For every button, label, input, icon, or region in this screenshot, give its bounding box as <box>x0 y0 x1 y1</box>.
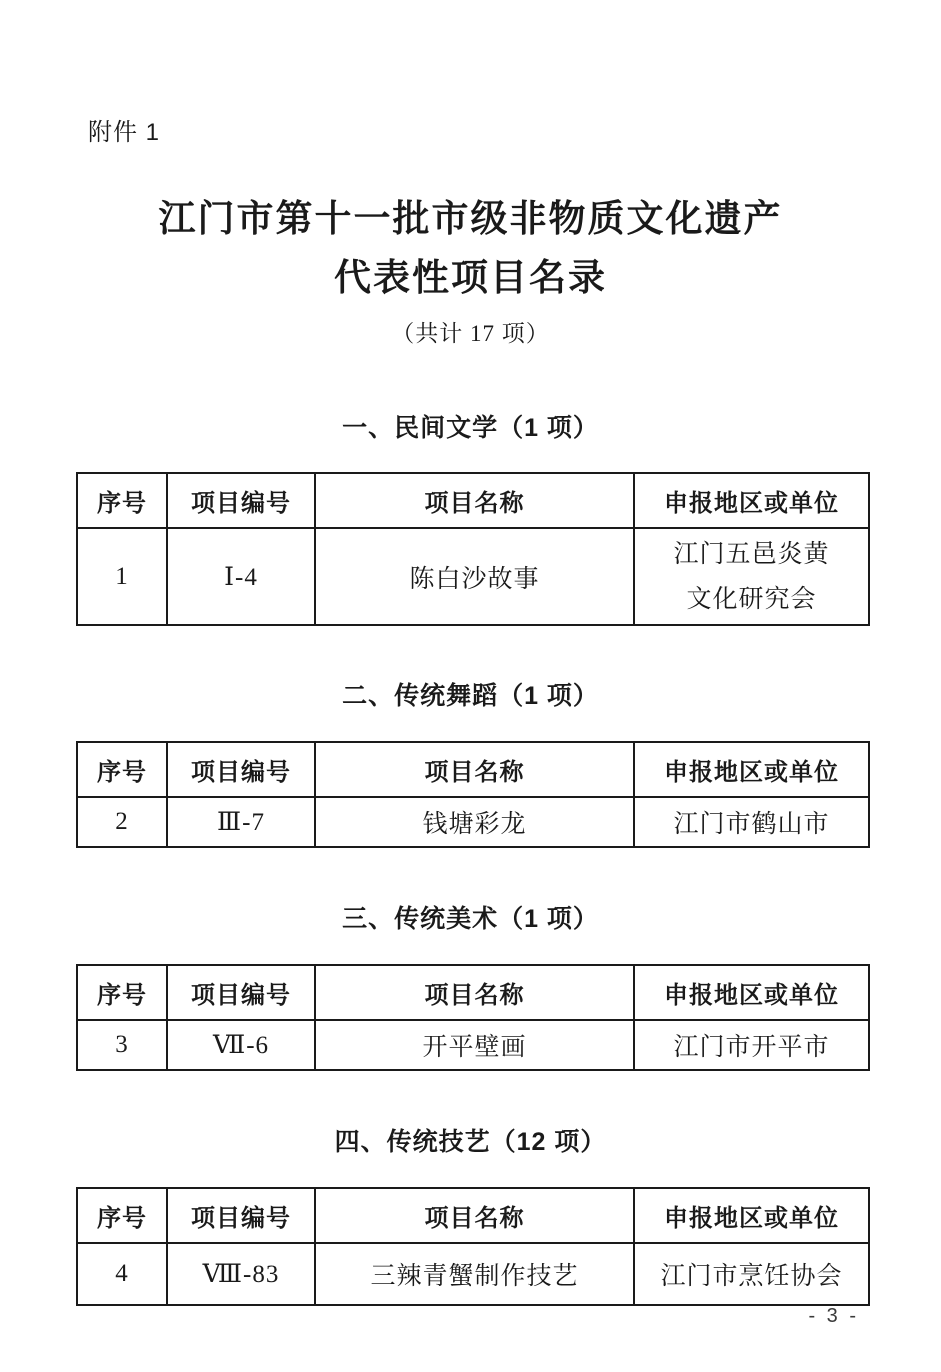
cell-unit-line: 文化研究会 <box>686 585 817 613</box>
col-header-unit: 申报地区或单位 <box>634 965 869 1020</box>
projects-table-traditional-art <box>76 964 870 1071</box>
table-row <box>77 1243 869 1305</box>
col-header-no: 序号 <box>77 965 167 1020</box>
col-header-code: 项目编号 <box>167 742 315 797</box>
document-subtitle: （共计 17 项） <box>391 321 550 346</box>
table-header-row <box>77 965 869 1020</box>
cell-unit-line: 江门五邑炎黄 <box>673 540 830 568</box>
cell-code: Ⅷ-83 <box>167 1243 315 1305</box>
col-header-no: 序号 <box>77 742 167 797</box>
col-header-no: 序号 <box>77 473 167 528</box>
col-header-name: 项目名称 <box>315 473 634 528</box>
section-heading-traditional-craft: 四、传统技艺（12 项） <box>334 1128 607 1156</box>
table-row <box>77 1020 869 1070</box>
cell-name: 开平壁画 <box>315 1020 634 1070</box>
cell-no: 4 <box>77 1243 167 1305</box>
cell-unit: 江门市烹饪协会 <box>634 1243 869 1305</box>
cell-code: Ⅲ-7 <box>167 797 315 847</box>
projects-table-folk-literature <box>76 472 870 626</box>
cell-code: Ⅰ-4 <box>167 528 315 625</box>
col-header-unit: 申报地区或单位 <box>634 742 869 797</box>
attachment-label: 附件 1 <box>88 119 161 146</box>
col-header-name: 项目名称 <box>315 965 634 1020</box>
cell-name: 钱塘彩龙 <box>315 797 634 847</box>
projects-table-traditional-craft <box>76 1187 870 1306</box>
table-header-row <box>77 1188 869 1243</box>
page-number: - 3 - <box>808 1305 859 1327</box>
col-header-unit: 申报地区或单位 <box>634 473 869 528</box>
col-header-no: 序号 <box>77 1188 167 1243</box>
col-header-code: 项目编号 <box>167 965 315 1020</box>
table-row <box>77 797 869 847</box>
cell-name: 三辣青蟹制作技艺 <box>315 1243 634 1305</box>
table-header-row <box>77 473 869 528</box>
projects-table-traditional-dance <box>76 741 870 848</box>
col-header-name: 项目名称 <box>315 742 634 797</box>
document-title-line2: 代表性项目名录 <box>334 258 607 299</box>
col-header-code: 项目编号 <box>167 1188 315 1243</box>
section-heading-folk-literature: 一、民间文学（1 项） <box>342 414 599 442</box>
table-row <box>77 528 869 625</box>
cell-name: 陈白沙故事 <box>315 528 634 625</box>
col-header-unit: 申报地区或单位 <box>634 1188 869 1243</box>
section-heading-traditional-dance: 二、传统舞蹈（1 项） <box>342 682 599 710</box>
cell-unit: 江门市开平市 <box>634 1020 869 1070</box>
cell-no: 1 <box>77 528 167 625</box>
cell-unit: 江门市鹤山市 <box>634 797 869 847</box>
cell-unit <box>634 528 869 625</box>
document-title-line1: 江门市第十一批市级非物质文化遗产 <box>158 199 783 240</box>
table-header-row <box>77 742 869 797</box>
cell-no: 2 <box>77 797 167 847</box>
section-heading-traditional-art: 三、传统美术（1 项） <box>342 905 599 933</box>
cell-no: 3 <box>77 1020 167 1070</box>
cell-code: Ⅶ-6 <box>167 1020 315 1070</box>
col-header-code: 项目编号 <box>167 473 315 528</box>
col-header-name: 项目名称 <box>315 1188 634 1243</box>
